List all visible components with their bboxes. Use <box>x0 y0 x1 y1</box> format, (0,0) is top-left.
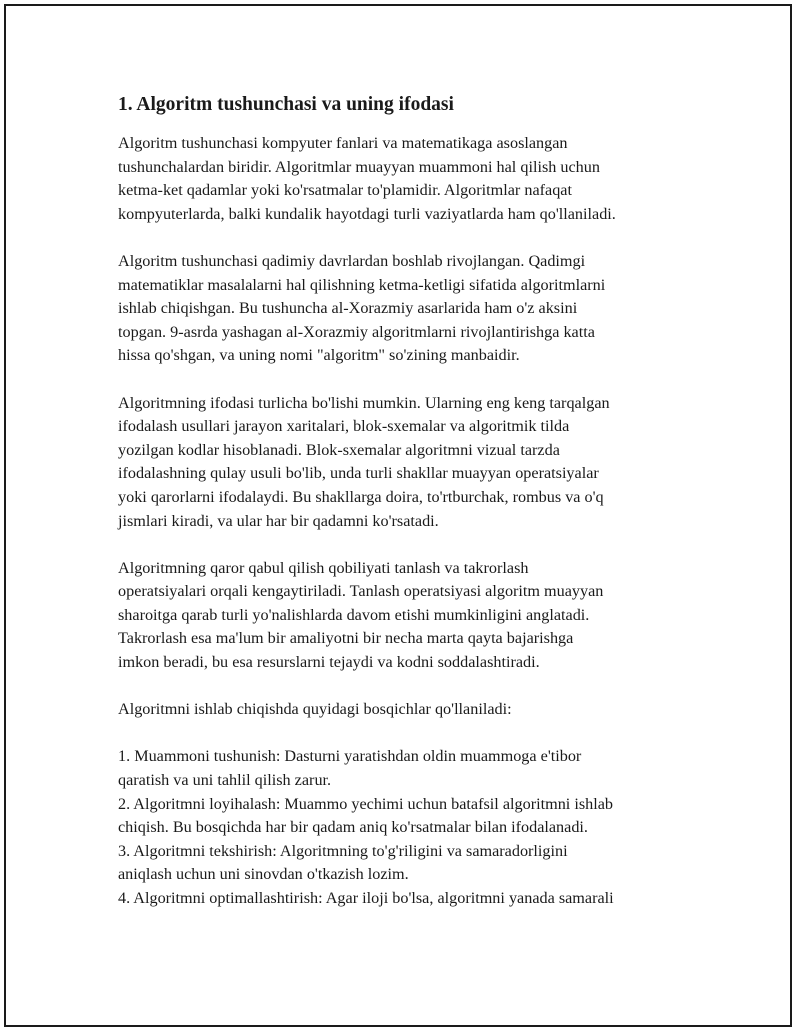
text-line: chiqish. Bu bosqichda har bir qadam aniq ko'rsatmalar bilan ifodalanadi. <box>118 818 588 837</box>
paragraph-decision-making <box>118 557 698 675</box>
list-item <box>118 793 698 840</box>
text-line: aniqlash uchun uni sinovdan o'tkazish lozim. <box>118 865 409 884</box>
paragraph-representation <box>118 392 698 534</box>
text-line: tushunchalardan biridir. Algoritmlar muayyan muammoni hal qilish uchun <box>118 157 600 176</box>
text-line: ifodalash usullari jarayon xaritalari, blok-sxemalar va algoritmik tilda <box>118 417 570 436</box>
text-line: qaratish va uni tahlil qilish zarur. <box>118 771 332 790</box>
text-line: 3. Algoritmni tekshirish: Algoritmning to'g'riligini va samaradorligini <box>118 841 568 860</box>
text-line: matematiklar masalalarni hal qilishning ketma-ketligi sifatida algoritmlarni <box>118 275 606 294</box>
paragraph-steps-intro <box>118 698 698 722</box>
text-line: Algoritmning qaror qabul qilish qobiliyati tanlash va takrorlash <box>118 558 529 577</box>
paragraph-definition <box>118 132 698 226</box>
list-item <box>118 745 698 792</box>
text-line: 4. Algoritmni optimallashtirish: Agar iloji bo'lsa, algoritmni yanada samarali <box>118 889 614 907</box>
document-title: 1. Algoritm tushunchasi va uning ifodasi <box>118 94 454 115</box>
text-line: ifodalashning qulay usuli bo'lib, unda turli shakllar muayyan operatsiyalar <box>118 464 599 483</box>
text-line: Takrorlash esa ma'lum bir amaliyotni bir necha marta qayta bajarishga <box>118 629 574 648</box>
text-line: topgan. 9-asrda yashagan al-Xorazmiy algoritmlarni rivojlantirishga katta <box>118 322 595 341</box>
steps-list <box>118 745 698 910</box>
text-line: yoki qarorlarni ifodalaydi. Bu shakllarga doira, to'rtburchak, rombus va o'q <box>118 487 604 506</box>
text-line: ishlab chiqishgan. Bu tushuncha al-Xorazmiy asarlarida ham o'z aksini <box>118 299 578 318</box>
list-item <box>118 840 698 887</box>
text-line: Algoritmning ifodasi turlicha bo'lishi mumkin. Ularning eng keng tarqalgan <box>118 393 610 412</box>
text-line: jismlari kiradi, va ular har bir qadamni ko'rsatadi. <box>118 511 439 530</box>
text-line: hissa qo'shgan, va uning nomi "algoritm" so'zining manbaidir. <box>118 346 520 365</box>
text-line: imkon beradi, bu esa resurslarni tejaydi va kodni soddalashtiradi. <box>118 653 540 672</box>
text-line: yozilgan kodlar hisoblanadi. Blok-sxemalar algoritmni vizual tarzda <box>118 440 560 459</box>
text-line: Algoritm tushunchasi kompyuter fanlari va matematikaga asoslangan <box>118 134 568 152</box>
text-line: sharoitga qarab turli yo'nalishlarda davom etishi mumkinligini anglatadi. <box>118 605 590 624</box>
text-line: Algoritmni ishlab chiqishda quyidagi bosqichlar qo'llaniladi: <box>118 700 512 719</box>
text-line: Algoritm tushunchasi qadimiy davrlardan boshlab rivojlangan. Qadimgi <box>118 251 586 270</box>
text-line: 2. Algoritmni loyihalash: Muammo yechimi uchun batafsil algoritmni ishlab <box>118 794 613 813</box>
text-line: ketma-ket qadamlar yoki ko'rsatmalar to'plamidir. Algoritmlar nafaqat <box>118 181 572 200</box>
text-line: 1. Muammoni tushunish: Dasturni yaratishdan oldin muammoga e'tibor <box>118 747 582 766</box>
list-item <box>118 887 698 911</box>
paragraph-history <box>118 250 698 368</box>
text-line: kompyuterlarda, balki kundalik hayotdagi turli vaziyatlarda ham qo'llaniladi. <box>118 204 616 223</box>
text-line: operatsiyalari orqali kengaytiriladi. Tanlash operatsiyasi algoritm muayyan <box>118 582 604 601</box>
document-body <box>118 92 698 911</box>
